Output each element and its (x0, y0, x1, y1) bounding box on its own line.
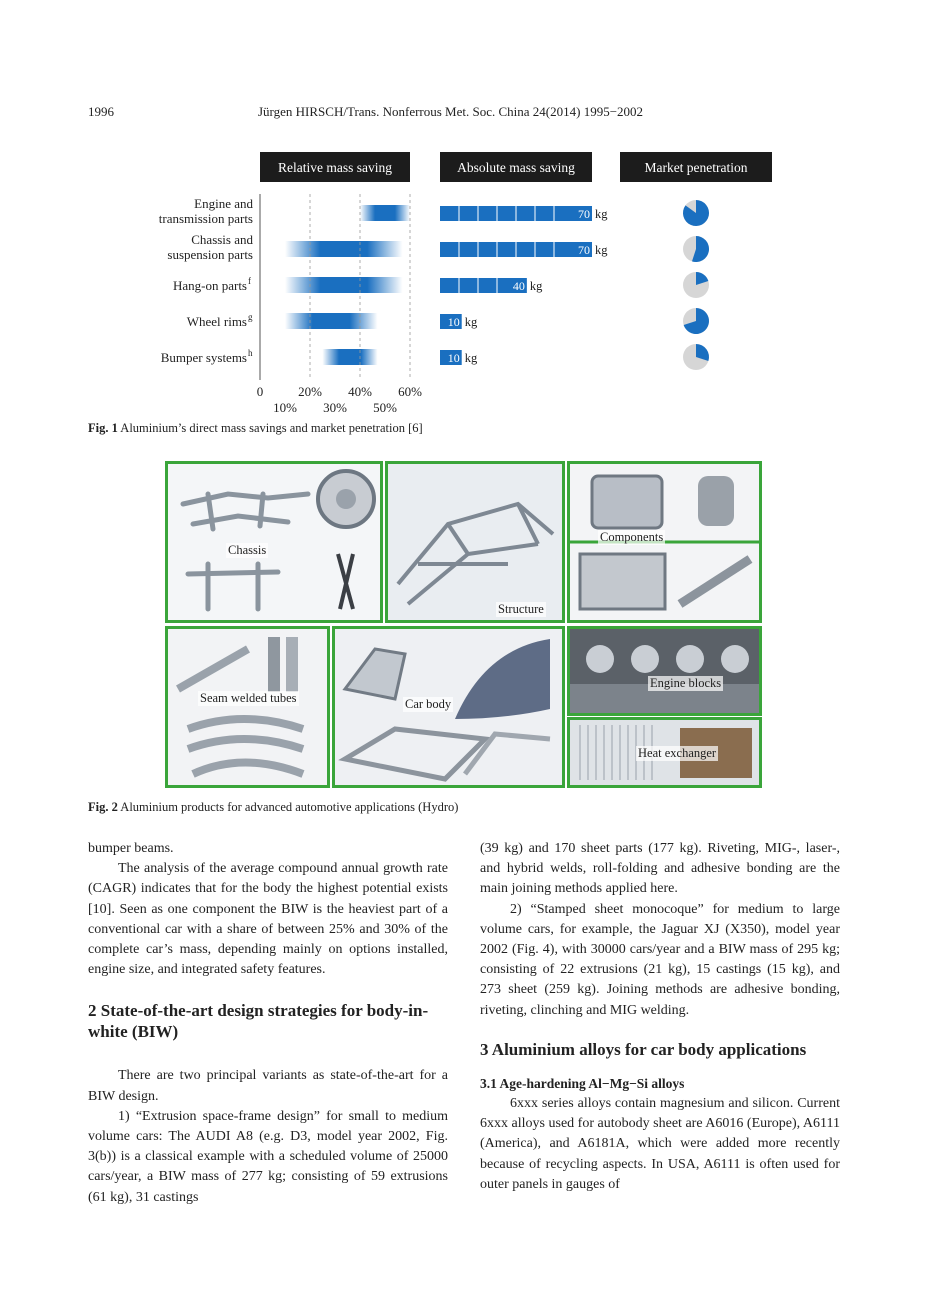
label-car-body: Car body (405, 697, 452, 711)
x-tick-label: 30% (323, 400, 347, 415)
right-paragraph-2: 2) “Stamped sheet monocoque” for medium to large volume cars, for example, the Jaguar XJ (X350), model year 2002 (Fig. 4), with 30000 cars/year and a BIW mass of 295 kg; consisting of 22 extrusions (21 kg), 15 castings (15 kg), and 273 sheet (259 kg). Joining methods are adhesive bonding, riveting, clinching and MIG welding. (480, 901, 840, 1018)
relative-saving-bar (285, 313, 378, 329)
left-paragraph-4: 1) “Extrusion space-frame design” for small to medium volume cars: The AUDI A8 (e.g. D3, model year 2002, Fig. 3(b)) is a classical example with a scheduled volume of 25000 cars/year, a BIW mass of 277 kg; consisting of 59 extrusions (61 kg), 31 castings (88, 1108, 448, 1205)
section-3-heading: 3 Aluminium alloys for car body applications (480, 1039, 807, 1059)
page-number: 1996 (88, 104, 114, 119)
category-superscript: f (248, 276, 251, 286)
category-superscript: h (248, 348, 253, 358)
figure-1-caption: Fig. 1 Aluminium’s direct mass savings and market penetration [6] (88, 421, 423, 435)
left-paragraph-1: bumper beams. (88, 841, 174, 856)
subsection-3-1-heading: 3.1 Age-hardening Al−Mg−Si alloys (480, 1075, 685, 1091)
absolute-value-label: 40 (512, 279, 525, 293)
category-superscript: g (248, 312, 253, 322)
label-chassis: Chassis (228, 543, 267, 557)
label-structure: Structure (498, 602, 544, 616)
label-seam-welded-tubes: Seam welded tubes (200, 691, 297, 705)
absolute-value-label: 70 (578, 207, 590, 221)
absolute-value-label: 10 (447, 351, 460, 365)
left-paragraph-2: The analysis of the average compound annual growth rate (CAGR) indicates that for the body the highest potential exists [10]. Seen as one component the BIW is the heaviest part of a conventional car with a share of between 25% and 30% of the complete car’s mass, depending mainly on options installed, engine size, and integrated safety features. (88, 861, 448, 978)
photo-car-body (332, 626, 565, 788)
section-2-heading: 2 State-of-the-art design strategies for body-in-white (BIW) (88, 1001, 429, 1042)
label-heat-exchanger: Heat exchanger (638, 746, 717, 760)
x-tick-label: 50% (373, 400, 397, 415)
category-label: Hang-on parts (172, 278, 247, 293)
label-components: Components (600, 530, 664, 544)
category-label: transmission parts (158, 211, 253, 226)
category-label: suspension parts (167, 247, 253, 262)
absolute-value-label: 10 (447, 315, 460, 329)
right-paragraph-3: 6xxx series alloys contain magnesium and silicon. Current 6xxx alloys used for autobody sheet are A6016 (Europe), A6111 (America), and A6181A, which were added more recently because of recycling aspects. In USA, A6111 is often used for outer panels in gauges of (480, 1096, 840, 1192)
photo-chassis (165, 461, 383, 623)
unit-label: kg (464, 315, 478, 329)
photo-engine-blocks (567, 626, 762, 716)
figure-2-caption: Fig. 2 Aluminium products for advanced automotive applications (Hydro) (88, 800, 459, 814)
relative-saving-bar (360, 205, 410, 221)
category-label: Bumper systems (160, 350, 247, 365)
relative-saving-bar (285, 241, 403, 257)
relative-saving-bar (285, 277, 403, 293)
x-tick-label: 60% (398, 384, 422, 399)
photo-seam-welded-tubes (165, 626, 330, 788)
right-column (480, 839, 840, 1195)
unit-label: kg (529, 279, 543, 293)
right-paragraph-1: (39 kg) and 170 sheet parts (177 kg). Riveting, MIG-, laser-, and hybrid welds, roll-folding and adhesive bonding are the main joining methods applied here. (480, 841, 840, 897)
absolute-value-label: 70 (578, 243, 590, 257)
photo-components (567, 461, 762, 623)
panel-title: Relative mass saving (278, 160, 392, 175)
x-tick-label: 10% (273, 400, 297, 415)
unit-label: kg (464, 351, 478, 365)
relative-saving-bar (323, 349, 378, 365)
left-paragraph-3: There are two principal variants as state-of-the-art for a BIW design. (88, 1068, 448, 1104)
category-label: Wheel rims (186, 314, 247, 329)
photo-heat-exchanger (567, 717, 762, 788)
panel-title: Absolute mass saving (457, 160, 575, 175)
category-label: Engine and (194, 196, 253, 211)
photo-structure (385, 461, 565, 623)
unit-label: kg (595, 243, 608, 257)
x-tick-label: 0 (256, 384, 264, 399)
category-label: Chassis and (191, 232, 253, 247)
figure-1-chart (140, 148, 780, 418)
x-tick-label: 20% (298, 384, 322, 399)
left-column (88, 839, 448, 1208)
panel-title: Market penetration (644, 160, 748, 175)
x-tick-label: 40% (348, 384, 372, 399)
unit-label: kg (595, 207, 608, 221)
figure-2-photo-grid (165, 460, 762, 790)
running-title: Jürgen HIRSCH/Trans. Nonferrous Met. Soc. China 24(2014) 1995−2002 (258, 104, 644, 119)
label-engine-blocks: Engine blocks (650, 676, 722, 690)
